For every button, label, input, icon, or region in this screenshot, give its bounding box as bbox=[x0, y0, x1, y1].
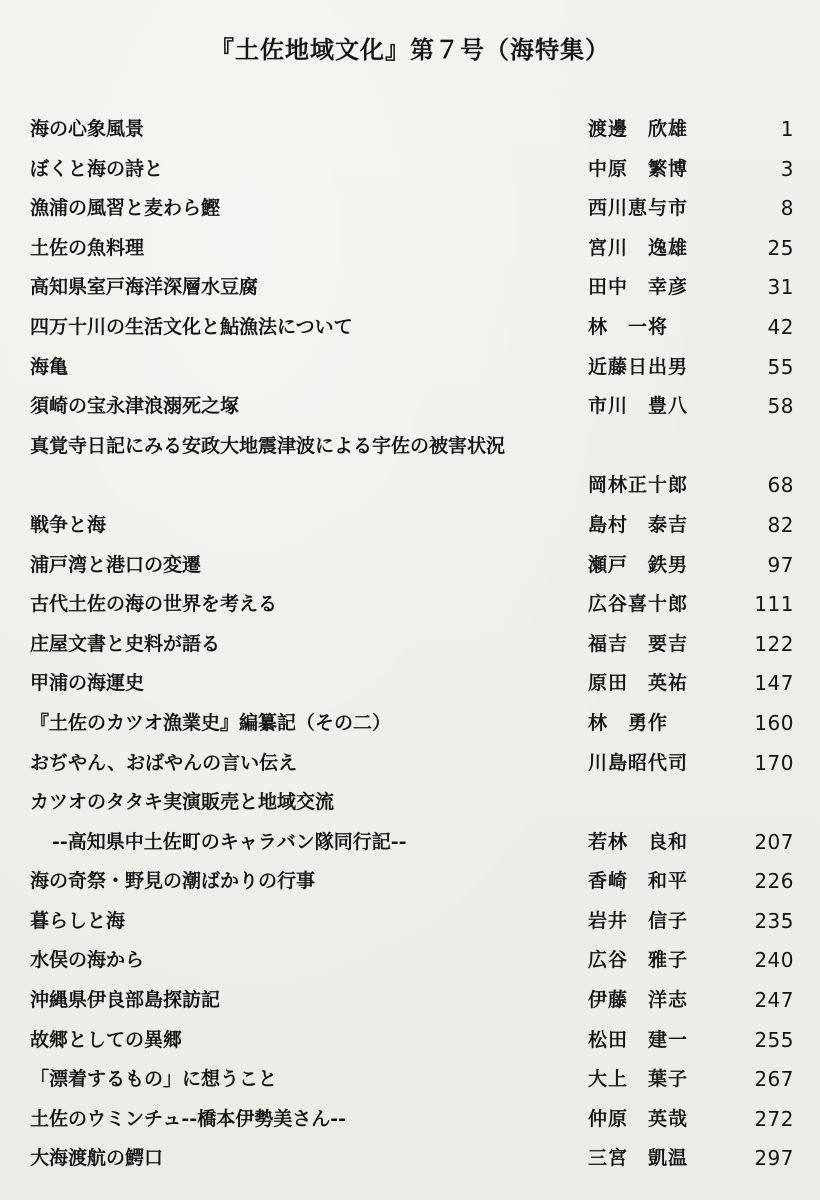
toc-entry-title: 沖縄県伊良部島探訪記 bbox=[30, 989, 221, 1012]
toc-entry-author: 岩井 信子 bbox=[588, 909, 689, 932]
toc-entry-author: 大上 葉子 bbox=[588, 1068, 689, 1091]
toc-entry-page-number: 25 bbox=[767, 235, 794, 260]
toc-entry bbox=[30, 387, 794, 427]
toc-entry-author: 原田 英祐 bbox=[588, 672, 689, 695]
toc-entry-title: 土佐の魚料理 bbox=[30, 236, 145, 259]
toc-entry-title: 海の心象風景 bbox=[30, 118, 145, 140]
toc-entry-title: 『土佐のカツオ漁業史』編纂記（その二） bbox=[30, 711, 392, 734]
toc-entry-title: 海の奇祭・野見の潮ばかりの行事 bbox=[30, 870, 316, 893]
toc-entry-page-number: 55 bbox=[767, 354, 794, 379]
toc-entry-author: 林 一将 bbox=[588, 315, 669, 338]
toc-entry-author: 林 勇作 bbox=[588, 711, 669, 734]
toc-entry-title: 漁浦の風習と麦わら鰹 bbox=[30, 197, 221, 220]
toc-entry-author: 松田 建一 bbox=[588, 1028, 689, 1051]
toc-entry bbox=[30, 1060, 794, 1100]
toc-entry-page-number: 31 bbox=[767, 275, 794, 300]
toc-entry-title: 土佐のウミンチュ--橋本伊勢美さん-- bbox=[30, 1107, 346, 1130]
toc-entry-title: 戦争と海 bbox=[30, 513, 107, 536]
toc-entry-author: 若林 良和 bbox=[588, 830, 689, 853]
toc-entry-page-number: 82 bbox=[767, 512, 794, 537]
toc-entry-page-number: 240 bbox=[754, 948, 794, 973]
toc-entry bbox=[30, 823, 794, 863]
toc-entry bbox=[30, 902, 794, 942]
toc-entry-title: 大海渡航の鰐口 bbox=[30, 1147, 164, 1170]
toc-entry-author: 福吉 要吉 bbox=[588, 632, 689, 655]
toc-entry bbox=[30, 229, 794, 269]
toc-entry-author: 香崎 和平 bbox=[588, 870, 689, 893]
toc-entry-author: 島村 泰吉 bbox=[588, 513, 689, 536]
toc-entry-author: 田中 幸彦 bbox=[588, 276, 689, 299]
toc-entry-author: 渡邊 欣雄 bbox=[588, 118, 689, 140]
toc-entry bbox=[30, 506, 794, 546]
toc-entry bbox=[30, 783, 794, 823]
toc-entry-page-number: 8 bbox=[780, 196, 794, 221]
toc-entry-page-number: 1 bbox=[780, 117, 794, 141]
toc-entry-author: 仲原 英哉 bbox=[588, 1107, 689, 1130]
toc-entry-author: 市川 豊八 bbox=[588, 395, 689, 418]
toc-entry-title: 高知県室戸海洋深層水豆腐 bbox=[30, 276, 259, 299]
toc-entry-title: カツオのタタキ実演販売と地域交流 bbox=[30, 791, 335, 814]
toc-entry-author: 広谷 雅子 bbox=[588, 949, 689, 972]
toc-entry bbox=[30, 664, 794, 704]
toc-entry bbox=[30, 268, 794, 308]
toc-entry bbox=[30, 466, 794, 506]
toc-entry bbox=[30, 308, 794, 348]
toc-entry-page-number: 147 bbox=[754, 671, 794, 696]
toc-entry bbox=[30, 110, 794, 150]
toc-entry-page-number: 58 bbox=[767, 394, 794, 419]
toc-entry-title: 故郷としての異郷 bbox=[30, 1028, 183, 1051]
toc-entry bbox=[30, 1021, 794, 1061]
toc-entry-page-number: 226 bbox=[754, 869, 794, 894]
toc-entry-page-number: 111 bbox=[754, 592, 794, 617]
toc-entry-title: 暮らしと海 bbox=[30, 909, 126, 932]
toc-entry-title: 水俣の海から bbox=[30, 949, 145, 972]
toc-entry-page-number: 235 bbox=[754, 908, 794, 933]
toc-entry-page-number: 255 bbox=[754, 1027, 794, 1052]
toc-entry-page-number: 68 bbox=[767, 473, 794, 498]
toc-entry-title: おぢやん、おばやんの言い伝え bbox=[30, 751, 298, 774]
toc-entry-author: 近藤日出男 bbox=[588, 355, 689, 378]
toc-entry-title: 「漂着するもの」に想うこと bbox=[30, 1068, 278, 1091]
table-of-contents bbox=[30, 110, 794, 1179]
toc-entry bbox=[30, 744, 794, 784]
toc-entry-author: 西川恵与市 bbox=[588, 197, 689, 220]
toc-entry bbox=[30, 189, 794, 229]
toc-entry-author: 中原 繁博 bbox=[588, 157, 689, 180]
toc-entry-page-number: 207 bbox=[754, 829, 794, 854]
toc-entry bbox=[30, 941, 794, 981]
toc-entry-page-number: 3 bbox=[780, 156, 794, 181]
toc-entry-title: 四万十川の生活文化と鮎漁法について bbox=[30, 315, 353, 338]
toc-entry-page-number: 160 bbox=[754, 710, 794, 735]
toc-entry bbox=[30, 981, 794, 1021]
toc-entry bbox=[30, 348, 794, 388]
toc-entry-page-number: 247 bbox=[754, 988, 794, 1013]
toc-entry bbox=[30, 1100, 794, 1140]
toc-entry-page-number: 122 bbox=[754, 631, 794, 656]
toc-entry-author: 岡林正十郎 bbox=[588, 474, 689, 497]
toc-entry bbox=[30, 546, 794, 586]
toc-entry-page-number: 97 bbox=[767, 552, 794, 577]
toc-entry-page-number: 42 bbox=[767, 314, 794, 339]
toc-entry bbox=[30, 585, 794, 625]
toc-entry-page-number: 267 bbox=[754, 1067, 794, 1092]
toc-entry-author: 川島昭代司 bbox=[588, 751, 689, 774]
toc-entry-title: 甲浦の海運史 bbox=[30, 672, 145, 695]
toc-entry-author: 広谷喜十郎 bbox=[588, 593, 689, 616]
toc-entry-title: 須崎の宝永津浪溺死之塚 bbox=[30, 395, 240, 418]
toc-entry-title: --高知県中土佐町のキャラバン隊同行記-- bbox=[52, 830, 407, 853]
toc-entry-title: ぼくと海の詩と bbox=[30, 157, 164, 180]
page-title: 『土佐地域文化』第７号（海特集） bbox=[210, 35, 610, 64]
toc-entry bbox=[30, 704, 794, 744]
toc-entry-author: 瀬戸 鉄男 bbox=[588, 553, 689, 576]
toc-entry-title: 海亀 bbox=[30, 355, 69, 378]
toc-entry-author: 三宮 凱温 bbox=[588, 1147, 689, 1170]
toc-entry bbox=[30, 625, 794, 665]
toc-entry-title: 古代土佐の海の世界を考える bbox=[30, 593, 278, 616]
toc-entry-title: 庄屋文書と史料が語る bbox=[30, 632, 221, 655]
toc-entry-author: 伊藤 洋志 bbox=[588, 989, 689, 1012]
toc-entry-page-number: 297 bbox=[754, 1146, 794, 1171]
toc-entry bbox=[30, 427, 794, 467]
toc-entry-title: 浦戸湾と港口の変遷 bbox=[30, 553, 202, 576]
toc-entry-page-number: 170 bbox=[754, 750, 794, 775]
toc-entry bbox=[30, 862, 794, 902]
toc-entry-title: 真覚寺日記にみる安政大地震津波による宇佐の被害状況 bbox=[30, 434, 506, 457]
toc-entry-author: 宮川 逸雄 bbox=[588, 236, 689, 259]
toc-entry bbox=[30, 1139, 794, 1179]
toc-entry-page-number: 272 bbox=[754, 1106, 794, 1131]
toc-entry bbox=[30, 150, 794, 190]
